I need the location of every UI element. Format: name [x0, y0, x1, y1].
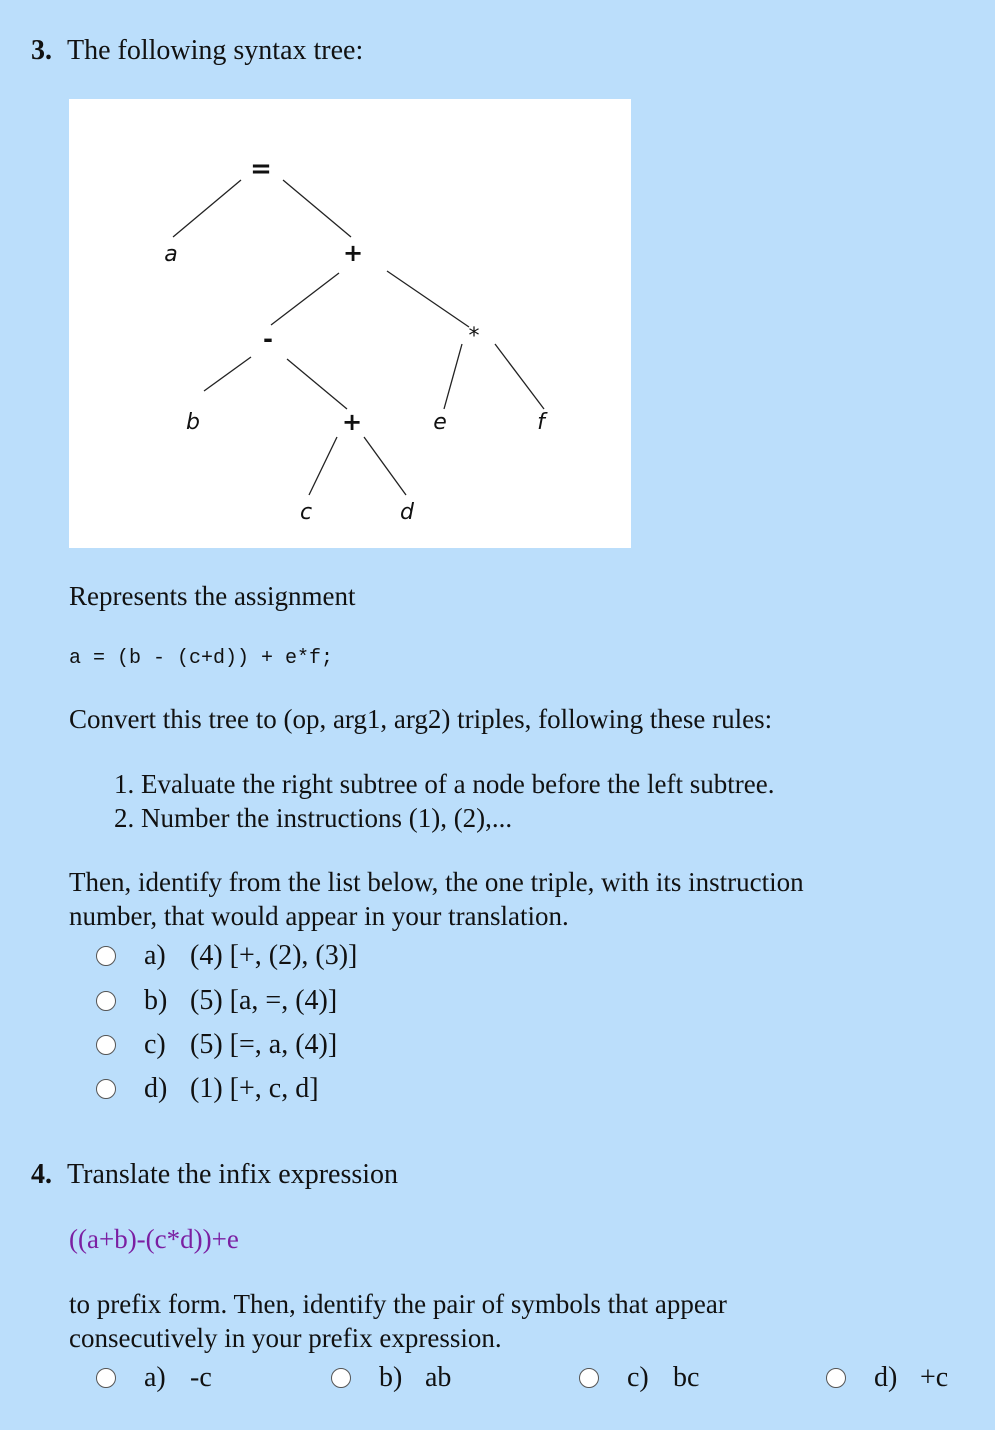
q3-option-b-radio[interactable] [96, 991, 116, 1011]
question-4-heading [31, 1159, 398, 1191]
q3-option-d[interactable] [96, 1073, 319, 1105]
node-e: e [433, 410, 447, 435]
q3-option-d-text: (1) [+, c, d] [190, 1073, 319, 1104]
assignment-code: a = (b - (c+d)) + e*f; [69, 647, 334, 670]
q3-option-d-letter: d) [144, 1073, 168, 1104]
q3-option-c-radio[interactable] [96, 1035, 116, 1055]
q3-option-c[interactable] [96, 1029, 337, 1061]
q3-option-a-radio[interactable] [96, 946, 116, 966]
q4-option-a-text: -c [190, 1362, 212, 1393]
edge-plus-c [309, 437, 337, 495]
identify-line-1: Then, identify from the list below, the one triple, with its instruction [69, 867, 804, 897]
node-minus: - [263, 325, 273, 353]
prefix-line-1: to prefix form. Then, identify the pair of symbols that appear [69, 1289, 727, 1319]
prefix-instructions [69, 1287, 727, 1355]
question-3-number: 3. [31, 35, 52, 66]
node-plus-top: + [342, 239, 364, 267]
edge-minus-b [204, 357, 251, 391]
q4-option-b[interactable] [331, 1362, 451, 1394]
q4-option-d[interactable] [826, 1362, 948, 1394]
q3-option-b[interactable] [96, 985, 337, 1017]
question-4-number: 4. [31, 1159, 52, 1190]
q4-option-a-radio[interactable] [96, 1368, 116, 1388]
edge-minus-plus [287, 359, 347, 409]
node-eq: = [250, 154, 272, 184]
node-d: d [400, 500, 414, 525]
rule-2: 2. Number the instructions (1), (2),... [114, 803, 513, 833]
edge-plus-minus [271, 273, 339, 325]
edge-plus-star [387, 271, 469, 327]
syntax-tree-figure [69, 99, 631, 548]
identify-instructions [69, 865, 804, 933]
question-3-title: The following syntax tree: [67, 35, 364, 66]
q4-option-d-text: +c [920, 1362, 949, 1393]
q3-option-a-letter: a) [144, 940, 166, 971]
q4-option-d-radio[interactable] [826, 1368, 846, 1388]
q4-option-c[interactable] [579, 1362, 699, 1394]
identify-line-2: number, that would appear in your translation. [69, 901, 569, 931]
question-3-heading [31, 35, 363, 67]
q3-option-a-text: (4) [+, (2), (3)] [190, 940, 358, 971]
node-plus-low: + [341, 408, 363, 436]
node-b: b [186, 410, 200, 435]
edge-star-e [444, 344, 462, 409]
edge-eq-a [173, 180, 241, 237]
q4-option-d-letter: d) [874, 1362, 898, 1393]
syntax-tree-svg [69, 99, 631, 548]
rule-1: 1. Evaluate the right subtree of a node before the left subtree. [114, 769, 775, 799]
question-4-title: Translate the infix expression [67, 1159, 399, 1190]
q3-option-d-radio[interactable] [96, 1079, 116, 1099]
q4-option-b-radio[interactable] [331, 1368, 351, 1388]
edge-plus-d [364, 437, 406, 495]
node-a: a [164, 242, 178, 267]
node-f: f [537, 410, 545, 435]
edge-star-f [495, 344, 544, 409]
q4-option-a[interactable] [96, 1362, 212, 1394]
q3-option-a[interactable] [96, 940, 357, 972]
q3-option-c-letter: c) [144, 1029, 166, 1060]
q4-option-c-radio[interactable] [579, 1368, 599, 1388]
q3-option-b-text: (5) [a, =, (4)] [190, 985, 338, 1016]
infix-expression: ((a+b)-(c*d))+e [69, 1224, 239, 1254]
q3-option-c-text: (5) [=, a, (4)] [190, 1029, 338, 1060]
node-star: * [468, 324, 480, 349]
q4-option-c-text: bc [673, 1362, 700, 1393]
represents-text: Represents the assignment [69, 581, 356, 611]
q4-option-b-letter: b) [379, 1362, 403, 1393]
q4-option-c-letter: c) [627, 1362, 649, 1393]
node-c: c [299, 500, 313, 525]
rules-list [114, 767, 775, 835]
convert-instructions: Convert this tree to (op, arg1, arg2) triples, following these rules: [69, 704, 773, 734]
prefix-line-2: consecutively in your prefix expression. [69, 1323, 502, 1353]
q4-option-a-letter: a) [144, 1362, 166, 1393]
q3-option-b-letter: b) [144, 985, 168, 1016]
q4-option-b-text: ab [425, 1362, 452, 1393]
edge-eq-plus [283, 180, 351, 237]
